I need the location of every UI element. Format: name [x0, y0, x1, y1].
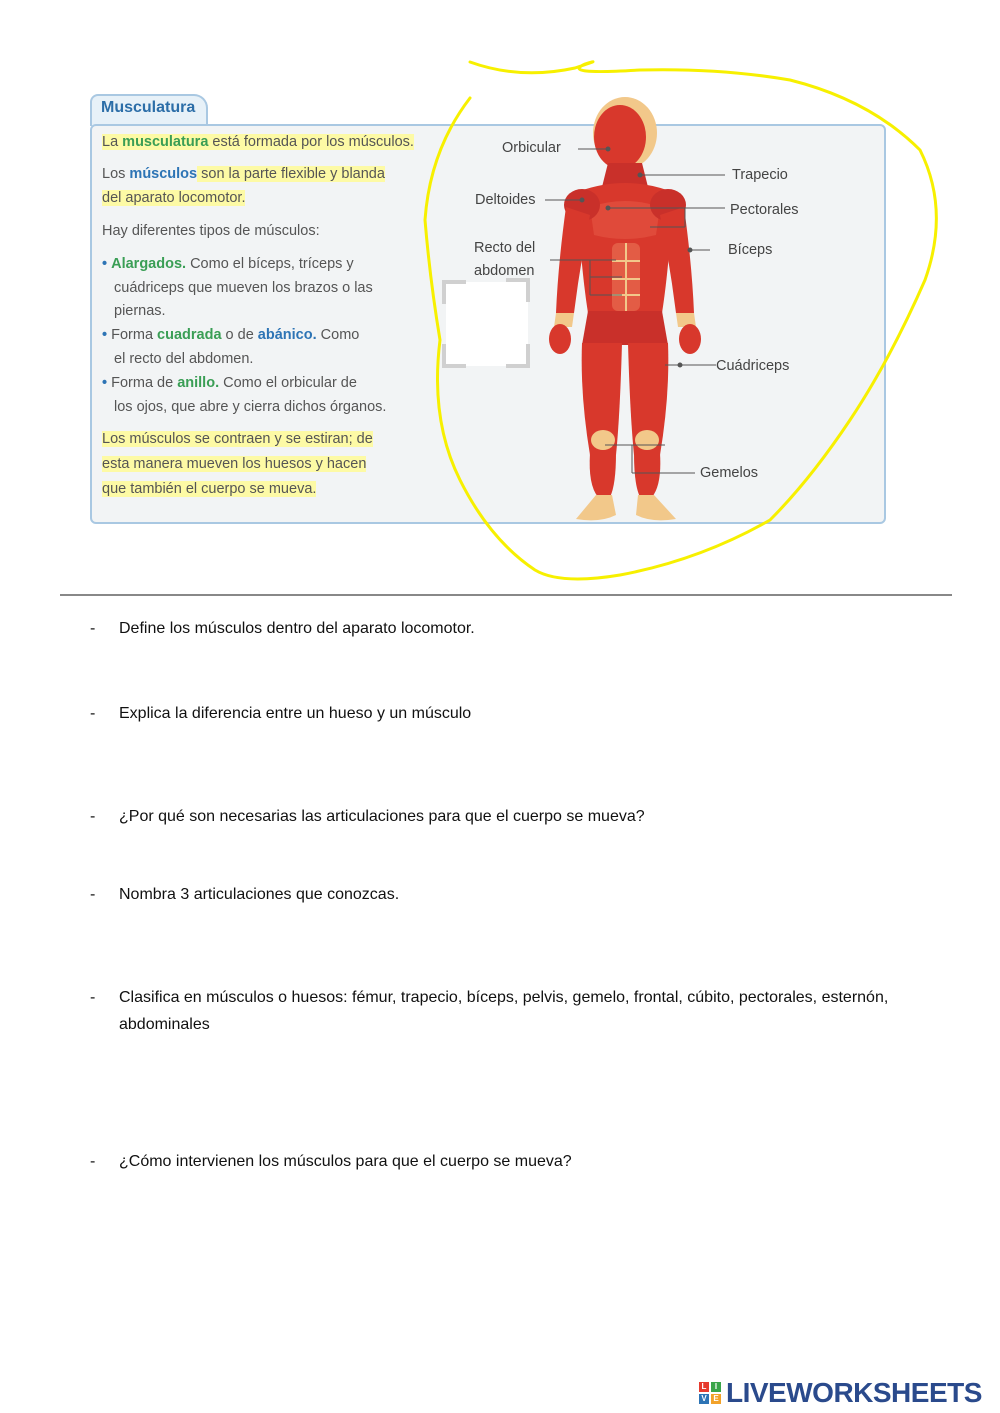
- paragraph-2-line2: del aparato locomotor.: [102, 190, 246, 206]
- paragraph-3: Hay diferentes tipos de músculos:: [102, 223, 320, 239]
- label-recto-line2: abdomen: [474, 263, 535, 279]
- label-deltoides: Deltoides: [475, 192, 536, 208]
- bullet-3-line1: • Forma de anillo. Como el orbicular de: [102, 375, 357, 391]
- section-title: Musculatura: [101, 99, 196, 116]
- liveworksheets-logo: [698, 1377, 982, 1408]
- paragraph-2-line1: Los músculos son la parte flexible y blanda: [102, 166, 385, 182]
- section-divider: [60, 594, 952, 596]
- label-trapecio: Trapecio: [732, 167, 788, 183]
- question-1: - Define los músculos dentro del aparato locomotor.: [90, 620, 475, 637]
- yellow-scribble-annotation: [0, 0, 1000, 600]
- paragraph-4-line2: esta manera mueven los huesos y hacen: [102, 456, 367, 472]
- bullet-3-line2: los ojos, que abre y cierra dichos órganos.: [114, 399, 387, 415]
- bullet-1-line3: piernas.: [114, 303, 166, 319]
- label-pectorales: Pectorales: [730, 202, 799, 218]
- paragraph-1: La musculatura está formada por los músculos.: [102, 134, 414, 150]
- question-3: - ¿Por qué son necesarias las articulaciones para que el cuerpo se mueva?: [90, 808, 645, 825]
- logo-icon: L I V E: [698, 1381, 722, 1405]
- question-5: - Clasifica en músculos o huesos: fémur, trapecio, bíceps, pelvis, gemelo, frontal, cúbito, pectorales, esternón,: [90, 989, 889, 1006]
- paragraph-4-line3: que también el cuerpo se mueva.: [102, 481, 317, 497]
- logo-text: LIVEWORKSHEETS: [726, 1377, 982, 1408]
- question-4: - Nombra 3 articulaciones que conozcas.: [90, 886, 400, 903]
- question-5-continued: abdominales: [119, 1016, 210, 1033]
- label-recto-line1: Recto del: [474, 240, 536, 256]
- bullet-1-line1: • Alargados. Como el bíceps, tríceps y: [102, 256, 354, 272]
- paragraph-4-line1: Los músculos se contraen y se estiran; de: [102, 431, 373, 447]
- label-biceps: Bíceps: [728, 242, 773, 258]
- bullet-1-line2: cuádriceps que mueven los brazos o las: [114, 280, 373, 296]
- bullet-2-line2: el recto del abdomen.: [114, 351, 254, 367]
- question-6: - ¿Cómo intervienen los músculos para que el cuerpo se mueva?: [90, 1153, 572, 1170]
- question-2: - Explica la diferencia entre un hueso y un músculo: [90, 705, 472, 722]
- label-gemelos: Gemelos: [700, 465, 759, 481]
- label-orbicular: Orbicular: [502, 140, 561, 156]
- label-cuadriceps: Cuádriceps: [716, 358, 790, 374]
- bullet-2-line1: • Forma cuadrada o de abánico. Como: [102, 327, 360, 343]
